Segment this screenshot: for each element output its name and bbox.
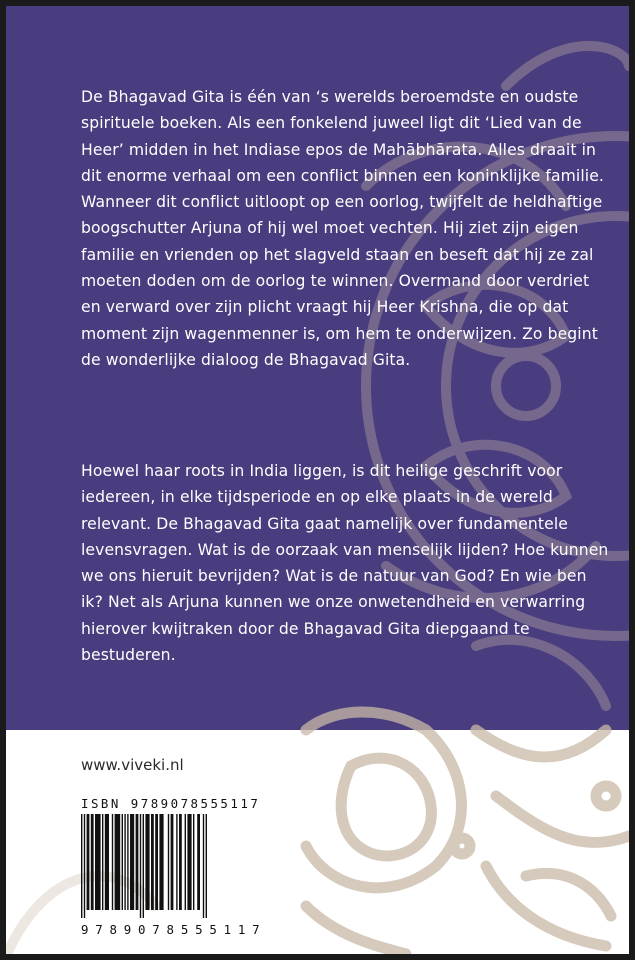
barcode-bar bbox=[155, 814, 158, 910]
barcode-bar bbox=[206, 814, 207, 918]
isbn-label: ISBN 9789078555117 bbox=[81, 796, 261, 811]
barcode-bar bbox=[115, 814, 121, 910]
ean13-barcode-icon bbox=[79, 814, 229, 919]
description-paragraph-2: Hoewel haar roots in India liggen, is dit heilige geschrift voor iedereen, in elke tijdsperiode en op elke plaats in de wereld relevant. De Bhagavad Gita gaat namelijk over fundamentele levensvragen. Wat is de oorzaak van menselijk lijden? Hoe kunnen we ons hieruit bevrijden? Wat is de natuur van God? En wie ben ik? Net als Arjuna kunnen we onze onwetendheid en verwarring hierover kwijtraken door de Bhagavad Gita diepgaand te bestuderen. bbox=[81, 462, 609, 665]
barcode-bar bbox=[124, 814, 125, 910]
barcode-bar bbox=[122, 814, 123, 910]
barcode-bar bbox=[127, 814, 128, 910]
barcode-bar bbox=[197, 814, 200, 910]
barcode-digits: 9789078555117 bbox=[81, 922, 267, 937]
barcode-bar bbox=[187, 814, 191, 910]
barcode-bar bbox=[112, 814, 113, 910]
barcode-bar bbox=[87, 814, 90, 910]
barcode-bar bbox=[95, 814, 101, 910]
barcode-bar bbox=[102, 814, 103, 910]
publisher-website-link[interactable]: www.viveki.nl bbox=[81, 756, 184, 774]
barcode-bar bbox=[159, 814, 163, 910]
barcode-bar bbox=[143, 814, 144, 918]
barcode-bar bbox=[136, 814, 139, 910]
barcode-bar bbox=[105, 814, 109, 910]
barcode-bar bbox=[130, 814, 134, 910]
barcode-bar bbox=[171, 814, 174, 910]
barcode-bar bbox=[203, 814, 204, 918]
barcode-bar bbox=[91, 814, 94, 910]
barcode-bar bbox=[185, 814, 186, 910]
barcode-bar bbox=[81, 814, 82, 918]
description-paragraph-1: De Bhagavad Gita is één van ‘s werelds beroemdste en oudste spirituele boeken. Als een fonkelend juweel ligt dit ‘Lied van de Heer’ midden in het Indiase epos de Mahābhārata. Alles draait in dit enorme verhaal om een conflict binnen een koninklijke familie. Wanneer dit conflict uitloopt op een oorlog, twijfelt de heldhaftige boogschutter Arjuna of hij wel moet vechten. Hij ziet zijn eigen familie en vrienden op het slagveld staan en beseft dat hij ze zal moeten doden om de oorlog te winnen. Overmand door verdriet en verward over zijn plicht vraagt hij Heer Krishna, die op dat moment zijn wagenmenner is, om hem te onderwijzen. Zo begint de wonderlijke dialoog de Bhagavad Gita. bbox=[81, 88, 604, 369]
barcode-bar bbox=[179, 814, 182, 910]
barcode-bar bbox=[176, 814, 177, 910]
back-cover bbox=[6, 6, 629, 954]
barcode-bar bbox=[151, 814, 154, 910]
barcode-bar bbox=[168, 814, 169, 910]
barcode-bar bbox=[84, 814, 85, 918]
barcode-bar bbox=[193, 814, 194, 910]
barcode-bar bbox=[145, 814, 149, 910]
barcode-bar bbox=[140, 814, 141, 918]
